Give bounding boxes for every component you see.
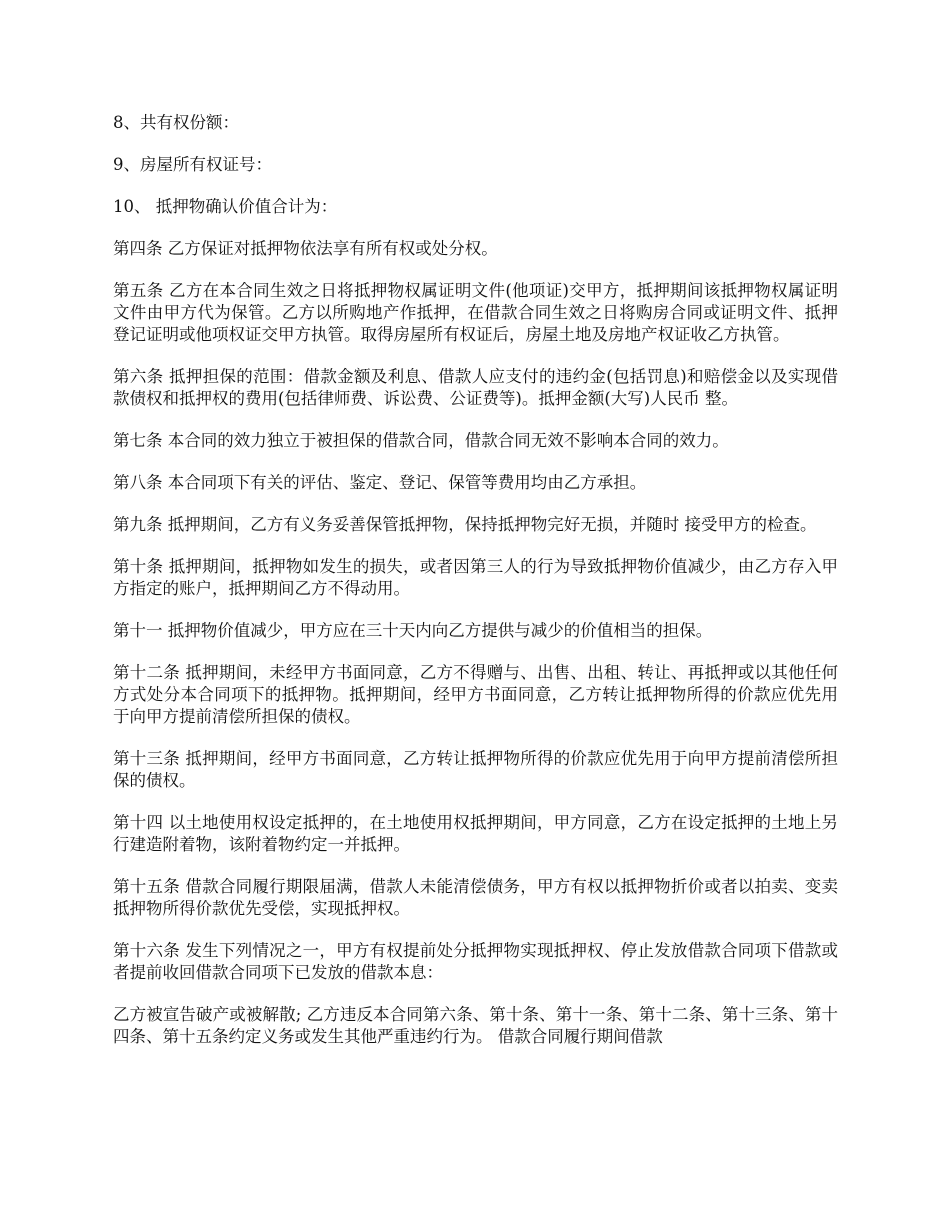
article-8: 第八条 本合同项下有关的评估、鉴定、登记、保管等费用均由乙方承担。 [113, 473, 647, 492]
document-body [113, 112, 838, 1068]
article-9: 第九条 抵押期间，乙方有义务妥善保管抵押物，保持抵押物完好无损，并随时 接受甲方的检查。 [113, 515, 817, 534]
article-12: 第十二条 抵押期间，未经甲方书面同意，乙方不得赠与、出售、出租、转让、再抵押或以其他任何方式处分本合同项下的抵押物。抵押期间，经甲方书面同意，乙方转让抵押物所得的价款应优先用于向甲方提前清偿所担保的债权。 [113, 663, 838, 726]
article-10: 第十条 抵押期间，抵押物如发生的损失，或者因第三人的行为导致抵押物价值减少，由乙方存入甲方指定的账户，抵押期间乙方不得动用。 [113, 557, 838, 598]
item-10-confirmed-value-total: 10、 抵押物确认价值合计为： [113, 197, 338, 216]
article-14: 第十四 以土地使用权设定抵押的，在土地使用权抵押期间，甲方同意，乙方在设定抵押的土地上另行建造附着物，该附着物约定一并抵押。 [113, 813, 838, 854]
article-15: 第十五条 借款合同履行期限届满，借款人未能清偿债务，甲方有权以抵押物折价或者以拍卖、变卖抵押物所得价款优先受偿，实现抵押权。 [113, 877, 838, 918]
article-11: 第十一 抵押物价值减少，甲方应在三十天内向乙方提供与减少的价值相当的担保。 [113, 621, 713, 640]
article-16-conditions: 乙方被宣告破产或被解散; 乙方违反本合同第六条、第十条、第十一条、第十二条、第十三条、第十四条、第十五条约定义务或发生其他严重违约行为。 借款合同履行期间借款 [113, 1005, 838, 1046]
article-16: 第十六条 发生下列情况之一，甲方有权提前处分抵押物实现抵押权、停止发放借款合同项下借款或者提前收回借款合同项下已发放的借款本息： [113, 941, 838, 982]
article-13: 第十三条 抵押期间，经甲方书面同意，乙方转让抵押物所得的价款应优先用于向甲方提前清偿所担保的债权。 [113, 749, 838, 790]
item-9-ownership-certificate-number: 9、房屋所有权证号： [113, 155, 272, 174]
article-6: 第六条 抵押担保的范围：借款金额及利息、借款人应支付的违约金(包括罚息)和赔偿金以及实现借款债权和抵押权的费用(包括律师费、诉讼费、公证费等)。抵押金额(大写)人民币 整。 [113, 367, 838, 408]
article-7: 第七条 本合同的效力独立于被担保的借款合同，借款合同无效不影响本合同的效力。 [113, 431, 729, 450]
item-8-co-ownership-share: 8、共有权份额： [113, 113, 239, 132]
article-5: 第五条 乙方在本合同生效之日将抵押物权属证明文件(他项证)交甲方，抵押期间该抵押物权属证明文件由甲方代为保管。乙方以所购地产作抵押，在借款合同生效之日将购房合同或证明文件、抵押登记证明或他项权证交甲方执管。取得房屋所有权证后，房屋土地及房地产权证收乙方执管。 [113, 281, 838, 344]
article-4: 第四条 乙方保证对抵押物依法享有所有权或处分权。 [113, 239, 498, 258]
